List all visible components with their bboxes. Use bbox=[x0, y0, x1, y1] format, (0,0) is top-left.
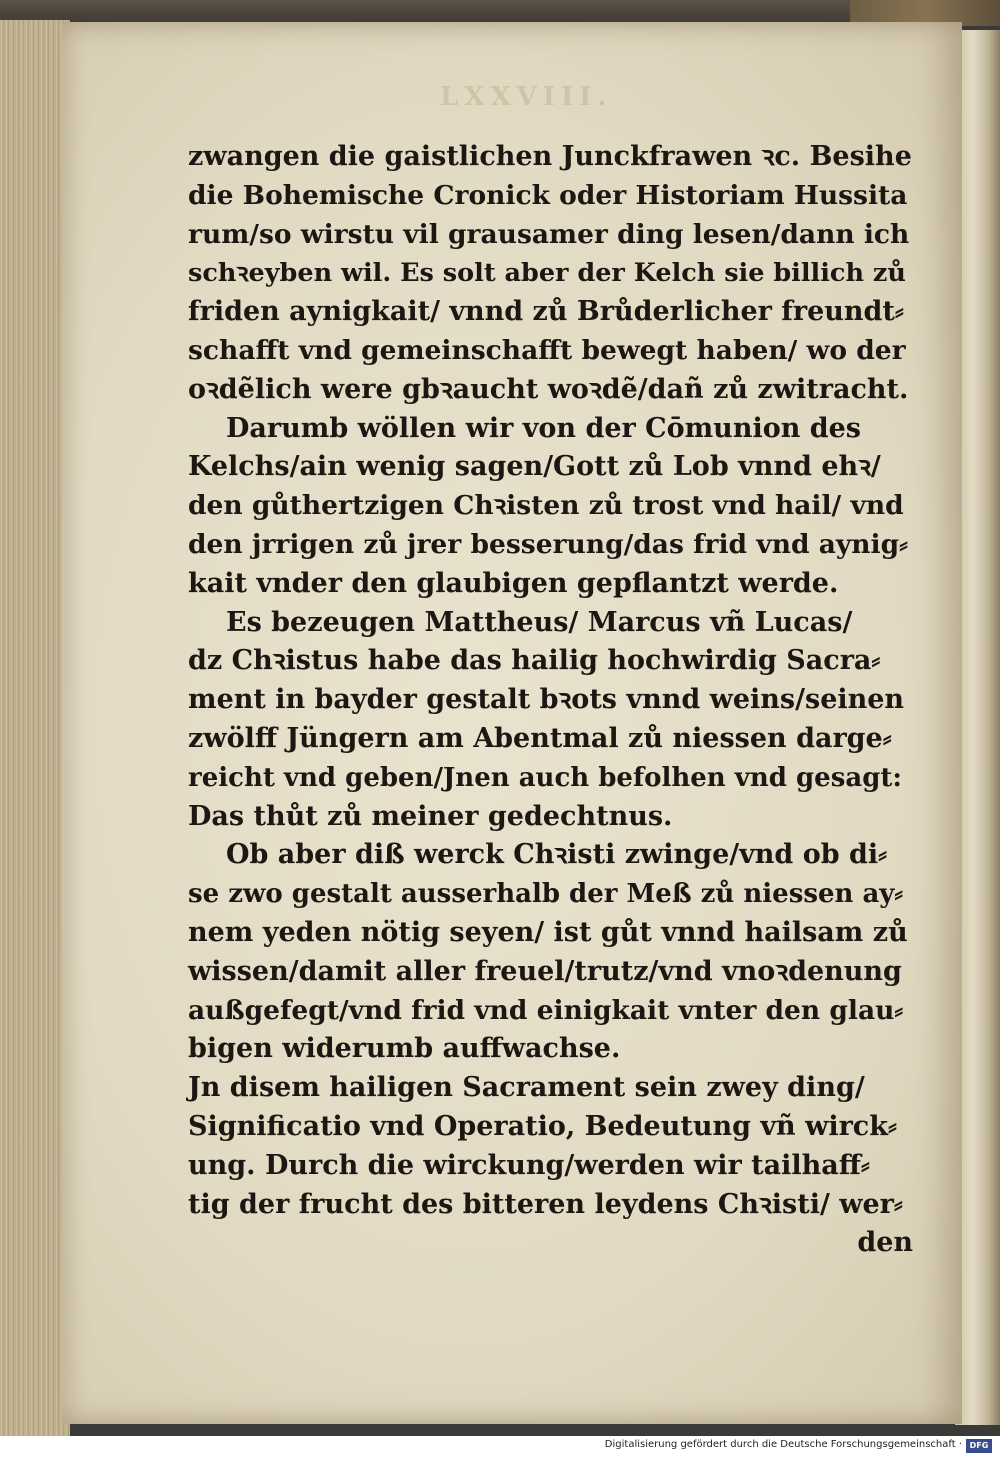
text-line: den jrrigen zů jrer besserung/das frid vnd aynig⸗ bbox=[188, 528, 908, 560]
catchword: den bbox=[857, 1227, 913, 1259]
text-line: schafft vnd gemeinschafft bewegt haben/ wo der bbox=[188, 334, 906, 366]
text-line: nem yeden nötig seyen/ ist gůt vnnd hailsam zů bbox=[188, 916, 908, 948]
text-line-paragraph-start: Es bezeugen Mattheus/ Marcus vñ Lucas/ bbox=[226, 606, 853, 638]
text-line: friden aynigkait/ vnnd zů Brůderlicher freundt⸗ bbox=[188, 296, 904, 328]
dfg-logo: DFG bbox=[966, 1439, 992, 1453]
text-line: kait vnder den glaubigen gepflantzt werde. bbox=[188, 567, 839, 599]
text-line: Das thůt zů meiner gedechtnus. bbox=[188, 800, 673, 832]
text-line: se zwo gestalt ausserhalb der Meß zů niessen ay⸗ bbox=[188, 879, 904, 910]
text-line: dz Chꝛistus habe das hailig hochwirdig Sacra⸗ bbox=[188, 645, 881, 677]
text-line: reicht vnd geben/Jnen auch befolhen vnd gesagt: bbox=[188, 762, 902, 793]
text-line: wissen/damit aller freuel/trutz/vnd vnoꝛdenung bbox=[188, 955, 902, 987]
text-line-paragraph-start: Jn disem hailigen Sacrament sein zwey ding/ bbox=[188, 1072, 865, 1104]
text-line: tig der frucht des bitteren leydens Chꝛisti/ wer⸗ bbox=[188, 1188, 903, 1220]
text-line: oꝛdẽlich were gbꝛaucht woꝛdẽ/dañ zů zwitracht. bbox=[188, 373, 909, 405]
text-line: zwölff Jüngern am Abentmal zů niessen darge⸗ bbox=[188, 722, 892, 754]
text-line: ung. Durch die wirckung/werden wir tailhaff⸗ bbox=[188, 1149, 870, 1181]
text-line: die Bohemische Cronick oder Historiam Hussita bbox=[188, 179, 908, 211]
funding-credit: Digitalisierung gefördert durch die Deutsche Forschungsgemeinschaft · bbox=[604, 1439, 962, 1450]
text-line: Significatio vnd Operatio, Bedeutung vñ wirck⸗ bbox=[188, 1110, 897, 1142]
running-head-folio: LXXVIII. bbox=[440, 82, 613, 112]
text-line: Kelchs/ain wenig sagen/Gott zů Lob vnnd ehꝛ/ bbox=[188, 451, 881, 483]
text-line: bigen widerumb auffwachse. bbox=[188, 1033, 621, 1065]
text-line: ment in bayder gestalt bꝛots vnnd weins/seinen bbox=[188, 684, 905, 716]
text-line-paragraph-start: Darumb wöllen wir von der Cōmunion des bbox=[226, 412, 862, 444]
page-stack-left bbox=[0, 20, 70, 1440]
text-line: rum/so wirstu vil grausamer ding lesen/dann ich bbox=[188, 218, 910, 250]
text-line-paragraph-start: Ob aber diß werck Chꝛisti zwinge/vnd ob di⸗ bbox=[226, 839, 888, 871]
footer-bar bbox=[0, 1436, 1000, 1457]
text-line: zwangen die gaistlichen Junckfrawen ꝛc. Besihe bbox=[188, 141, 912, 172]
text-line: schꝛeyben wil. Es solt aber der Kelch sie billich zů bbox=[188, 258, 906, 289]
text-line: außgefegt/vnd frid vnd einigkait vnter den glau⸗ bbox=[188, 994, 904, 1026]
text-line: den gůthertzigen Chꝛisten zů trost vnd hail/ vnd bbox=[188, 490, 904, 522]
text-block bbox=[188, 138, 913, 1263]
